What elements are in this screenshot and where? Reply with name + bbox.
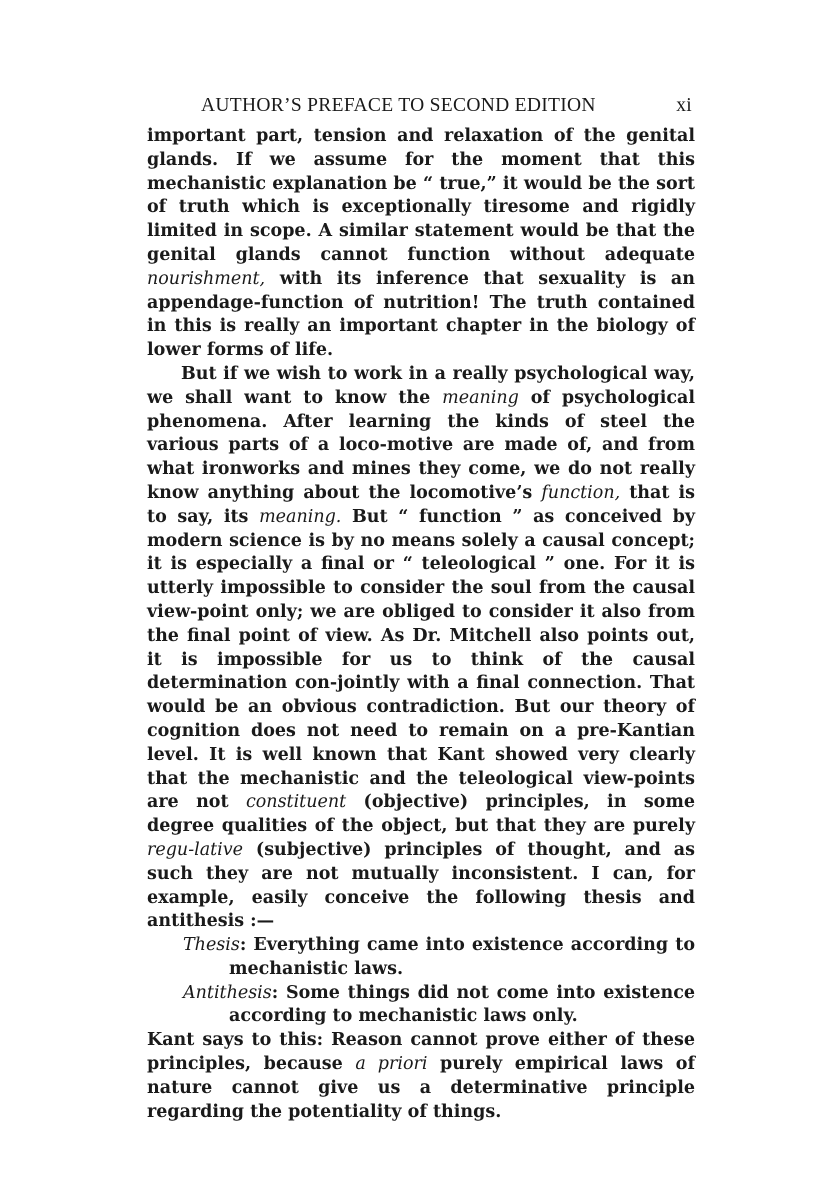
antithesis-label: Antithesis (183, 982, 272, 1003)
paragraph-1-text: with its inference that sexuality is an appendage-function of nutrition! The truth contained in this is really an important chapter in the biology of lower forms of life. (147, 268, 695, 361)
running-title: AUTHOR’S PREFACE TO SECOND EDITION (201, 95, 596, 116)
paragraph-2-italic: meaning (442, 387, 519, 408)
book-page (147, 95, 695, 1124)
paragraph-2 (147, 363, 695, 934)
paragraph-3 (147, 1029, 695, 1124)
paragraph-1-text: important part, tension and relaxation of the genital glands. If we assume for the moment that this mechanistic explanation be “ true,” it would be the sort of truth which is exceptionally tiresome and rigidly limited in scope. A similar statement would be that the genital glands cannot function without adequate (147, 126, 695, 265)
antithesis-entry (147, 982, 695, 1030)
paragraph-2-italic: regu-lative (147, 839, 244, 860)
paragraph-2-text: of psychological phenomena. After learning the kinds of steel the various parts of a loco-motive are made of, and from what ironworks and mines they come, we do not really know anything about the locomotive’s (147, 387, 695, 503)
body-text (147, 125, 695, 1124)
paragraph-1 (147, 125, 695, 363)
paragraph-2-text: But “ function ” as conceived by modern science is by no means solely a causal concept; it is especially a final or “ teleological ” one. For it is utterly impossible to consider the soul from the causal view-point only; we are obliged to consider it also from the final point of view. As Dr. Mitchell also points out, it is impossible for us to think of the causal determination con-jointly with a final connection. That would be an obvious contradiction. But our theory of cognition does not need to remain on a pre-Kantian level. It is well known that Kant showed very clearly that the mechanistic and the teleological view-points are not (147, 506, 695, 813)
thesis-label: Thesis (183, 935, 240, 956)
paragraph-2-italic: constituent (245, 792, 347, 813)
paragraph-2-italic: meaning. (259, 506, 342, 527)
paragraph-2-text: (subjective) principles of thought, and as such they are not mutually inconsistent. I can, for example, easily conceive the following thesis and antithesis :— (147, 839, 695, 932)
paragraph-2-italic: function, (541, 482, 621, 503)
running-header (147, 95, 695, 125)
paragraph-3-italic: a priori (355, 1054, 428, 1075)
page-number: xi (676, 95, 692, 116)
paragraph-3-text: purely empirical laws of nature cannot give us a determinative principle regarding the potentiality of things. (147, 1054, 695, 1122)
paragraph-2-text: that is to say, its (147, 482, 695, 527)
paragraph-2-text: (objective) principles, in some degree qualities of the object, but that they are purely (147, 792, 695, 837)
thesis-text: : Everything came into existence according to mechanistic laws. (229, 935, 695, 979)
paragraph-3-text: Kant says to this: Reason cannot prove either of these principles, because (147, 1030, 695, 1075)
paragraph-1-italic: nourishment, (147, 268, 266, 289)
thesis-entry (147, 934, 695, 982)
antithesis-text: : Some things did not come into existence according to mechanistic laws only. (229, 982, 695, 1027)
paragraph-2-text: But if we wish to work in a really psychological way, we shall want to know the (147, 363, 695, 408)
